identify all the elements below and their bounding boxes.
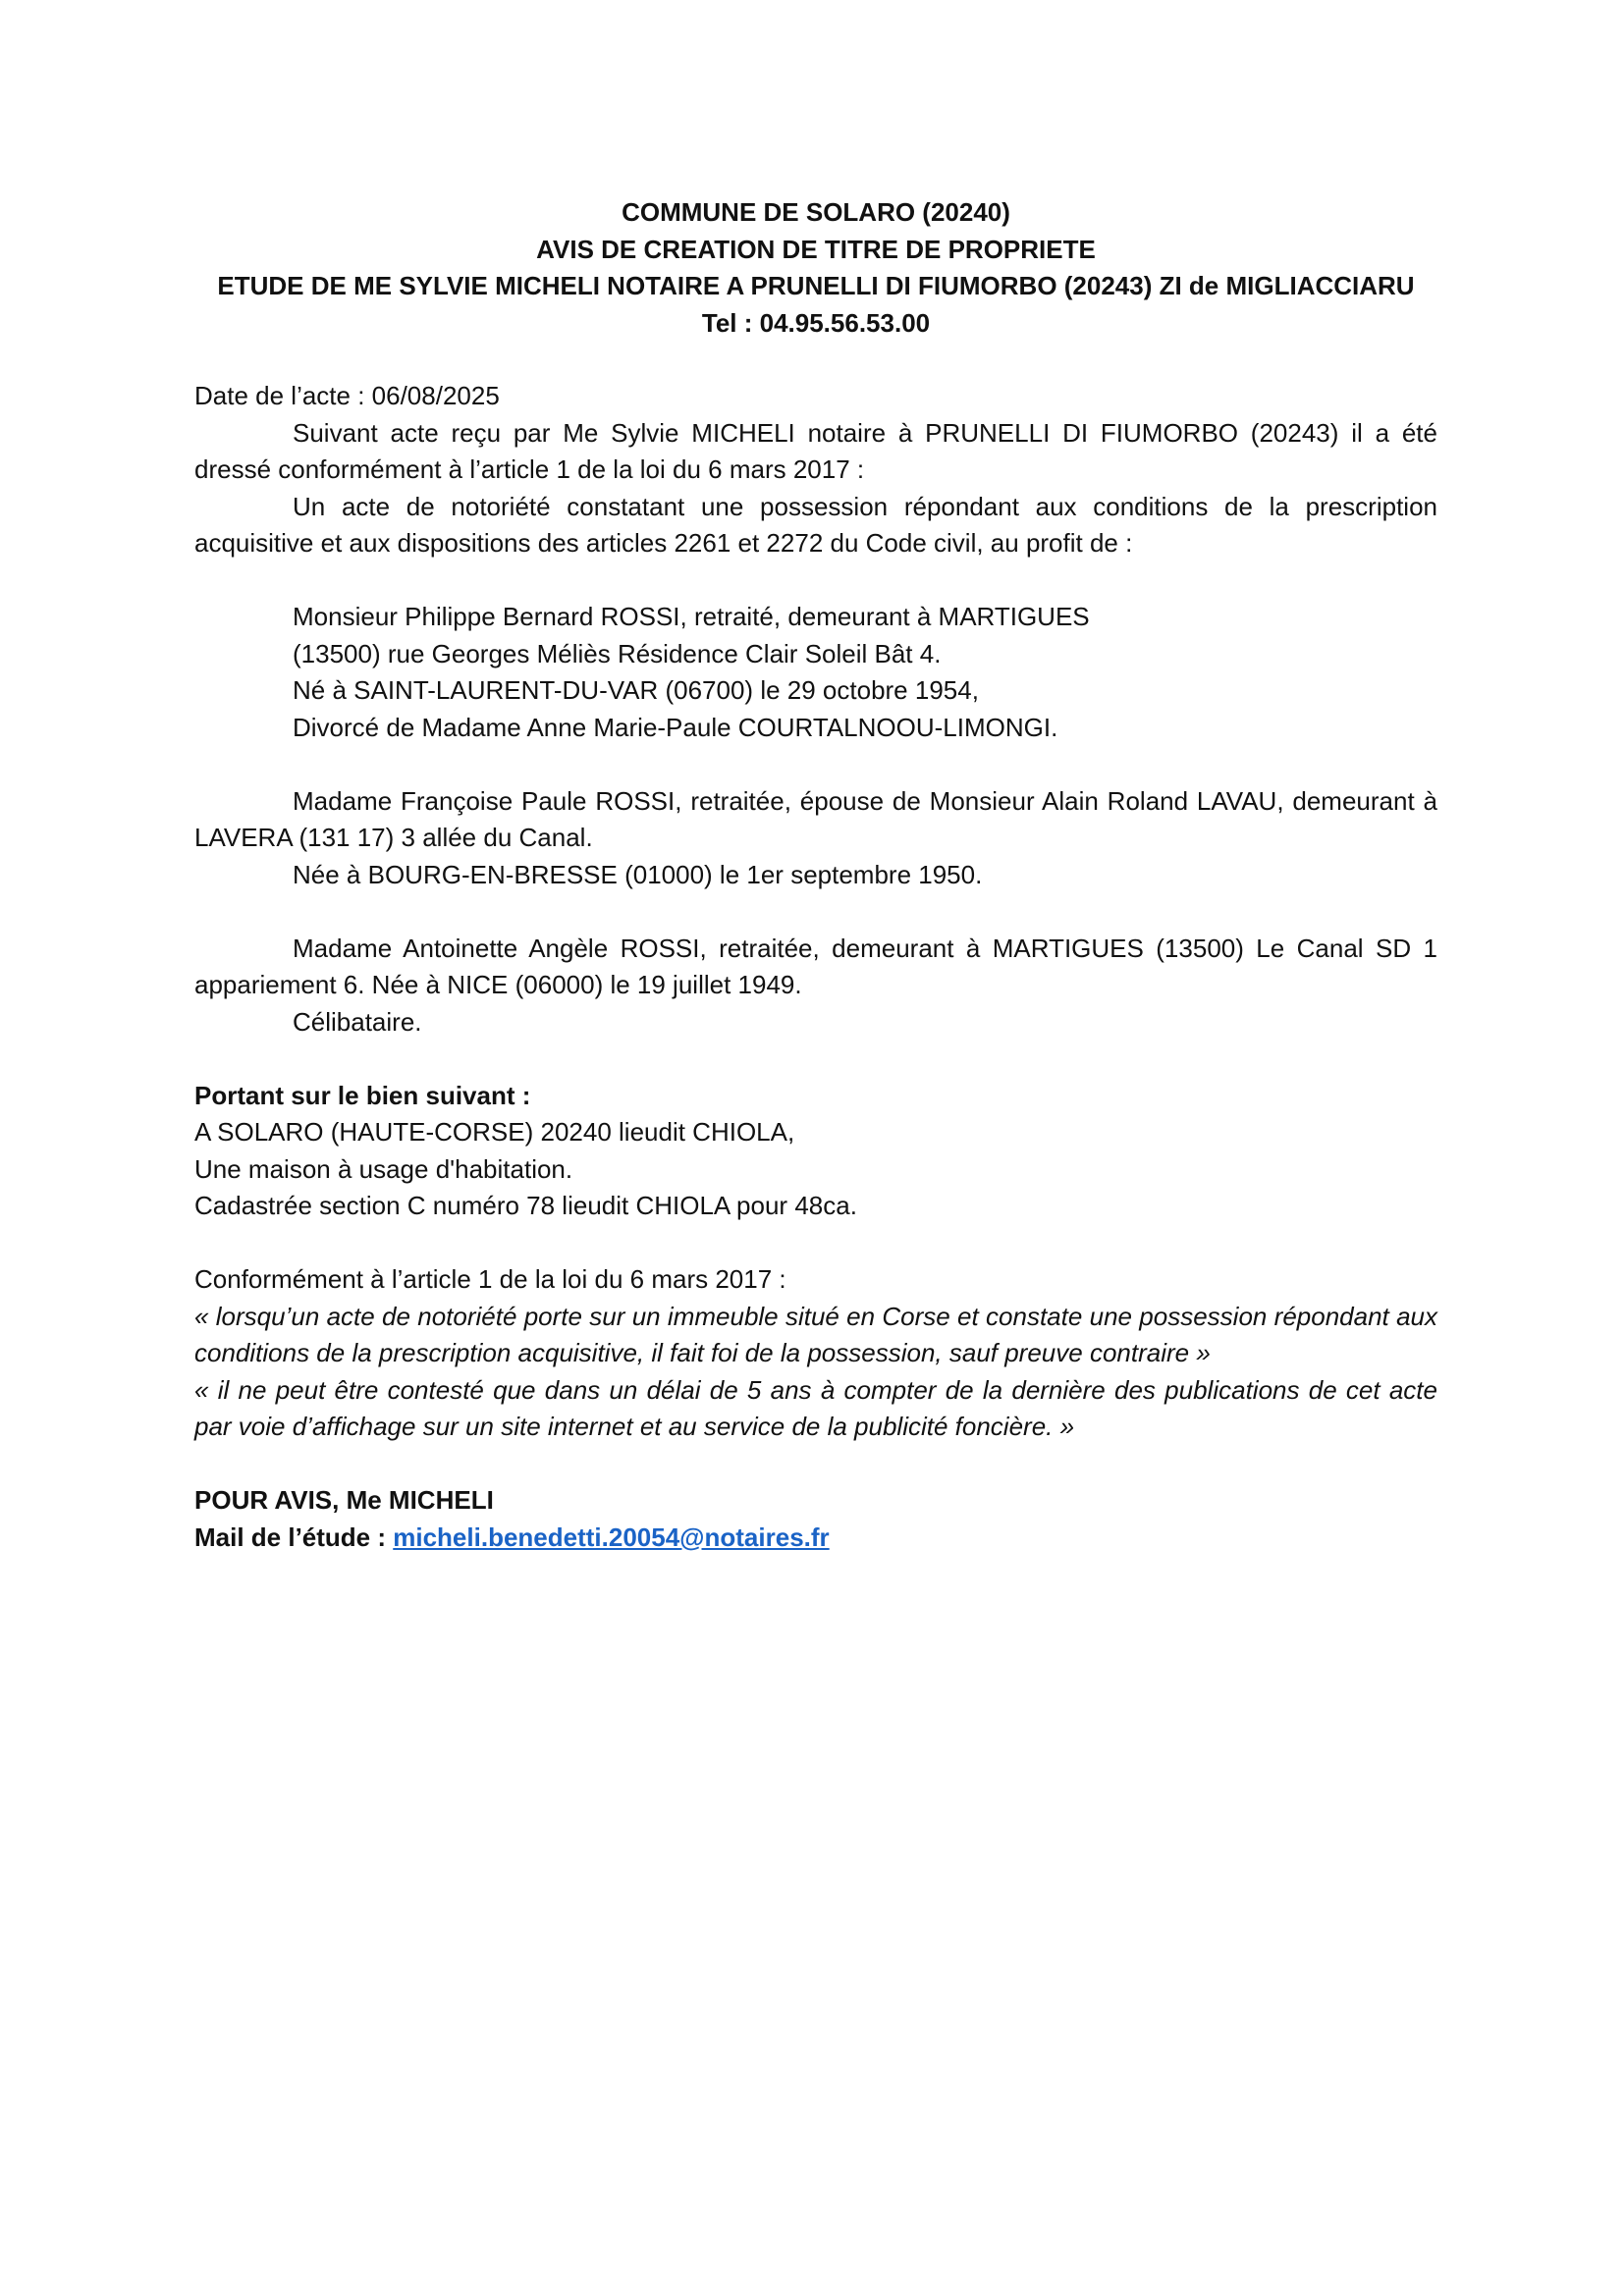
- signature-block: [194, 1482, 1437, 1556]
- act-date: Date de l’acte : 06/08/2025: [194, 381, 500, 410]
- mail-label: Mail de l’étude :: [194, 1522, 394, 1552]
- beneficiary-2-birth: Née à BOURG-EN-BRESSE (01000) le 1er septembre 1950.: [293, 859, 983, 889]
- notice-header: [194, 194, 1437, 342]
- law-quote-2: « il ne peut être contesté que dans un délai de 5 ans à compter de la dernière des publications de cet acte par voie d’affichage sur un site internet et au service de la publicité foncière. »: [194, 1374, 1437, 1441]
- beneficiary-1-line-3: Né à SAINT-LAURENT-DU-VAR (06700) le 29 octobre 1954,: [293, 675, 979, 705]
- property-type: Une maison à usage d'habitation.: [194, 1153, 573, 1184]
- property-cadastre: Cadastrée section C numéro 78 lieudit CHIOLA pour 48ca.: [194, 1191, 857, 1220]
- beneficiary-1-line-2: (13500) rue Georges Méliès Résidence Clair Soleil Bât 4.: [293, 638, 942, 668]
- mail-line: [194, 1520, 1437, 1557]
- notice-body: [194, 194, 1437, 1556]
- intro-paragraph: Suivant acte reçu par Me Sylvie MICHELI notaire à PRUNELLI DI FIUMORBO (20243) il a été dressé conformément à l’article 1 de la loi du 6 mars 2017 :: [194, 417, 1437, 484]
- office-line: ETUDE DE ME SYLVIE MICHELI NOTAIRE A PRUNELLI DI FIUMORBO (20243) ZI de MIGLIACCIARU: [217, 271, 1415, 300]
- beneficiary-1: [194, 599, 1437, 746]
- law-section: [194, 1261, 1437, 1446]
- beneficiary-2: [194, 783, 1437, 894]
- signature: POUR AVIS, Me MICHELI: [194, 1485, 494, 1515]
- law-quote-1: « lorsqu’un acte de notoriété porte sur un immeuble situé en Corse et constate une possession répondant aux conditions de la prescription acquisitive, il fait foi de la possession, sauf preuve contraire »: [194, 1301, 1437, 1367]
- phone-line: Tel : 04.95.56.53.00: [701, 307, 931, 338]
- property-heading: Portant sur le bien suivant :: [194, 1080, 531, 1110]
- commune-title: COMMUNE DE SOLARO (20240): [622, 197, 1010, 227]
- notoriety-paragraph: Un acte de notoriété constatant une possession répondant aux conditions de la prescription acquisitive et aux dispositions des articles 2261 et 2272 du Code civil, au profit de :: [194, 491, 1437, 558]
- beneficiary-1-line-4: Divorcé de Madame Anne Marie-Paule COURTALNOOU-LIMONGI.: [293, 712, 1058, 742]
- law-intro: Conformément à l’article 1 de la loi du 6 mars 2017 :: [194, 1264, 786, 1294]
- mail-link[interactable]: micheli.benedetti.20054@notaires.fr: [393, 1522, 830, 1552]
- property-section: [194, 1078, 1437, 1225]
- beneficiary-2-identity: Madame Françoise Paule ROSSI, retraitée, épouse de Monsieur Alain Roland LAVAU, demeurant à LAVERA (131 17) 3 allée du Canal.: [194, 785, 1437, 852]
- property-location: A SOLARO (HAUTE-CORSE) 20240 lieudit CHIOLA,: [194, 1117, 795, 1147]
- beneficiary-3-identity: Madame Antoinette Angèle ROSSI, retraitée, demeurant à MARTIGUES (13500) Le Canal SD 1 appariement 6. Née à NICE (06000) le 19 juillet 1949.: [194, 933, 1437, 999]
- beneficiary-3-status: Célibataire.: [293, 1006, 422, 1037]
- beneficiary-3: [194, 931, 1437, 1041]
- beneficiary-1-line-1: Monsieur Philippe Bernard ROSSI, retraité, demeurant à MARTIGUES: [293, 602, 1090, 631]
- notice-title: AVIS DE CREATION DE TITRE DE PROPRIETE: [536, 234, 1096, 264]
